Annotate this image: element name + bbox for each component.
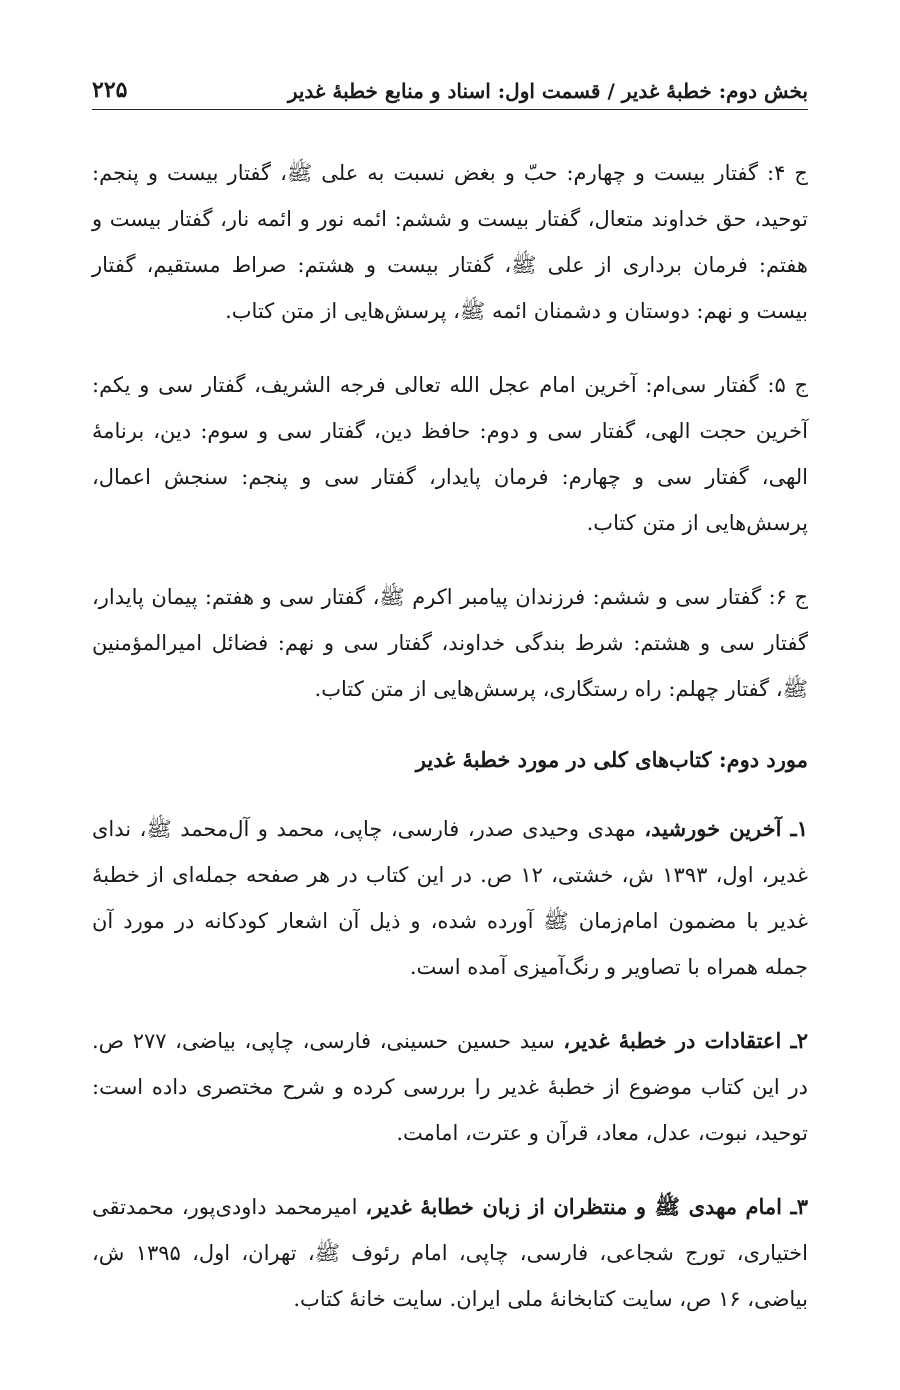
book-entry-1 [92,806,808,990]
section-heading: مورد دوم: کتاب‌های کلی در مورد خطبۀ غدیر [415,747,808,772]
page-header [92,62,808,110]
book-entry-1-title: ۱ـ آخرین خورشید، [644,816,808,841]
paragraph-volume-4: ج ۴: گفتار بیست و چهارم: حبّ و بغض نسبت به علی ﷺ، گفتار بیست و پنجم: توحید، حق خداوند متعال، گفتار بیست و ششم: ائمه نور و ائمه نار، گفتار بیست و هفتم: فرمان برداری از علی ﷺ، گفتار بیست و هشتم: صراط مستقیم، گفتار بیست و نهم: دوستان و دشمنان ائمه ﷺ، پرسش‌هایی از متن کتاب. [92,161,808,323]
book-entry-2-title: ۲ـ اعتقادات در خطبۀ غدیر، [563,1028,808,1053]
paragraph-volume-5: ج ۵: گفتار سی‌ام: آخرین امام عجل الله تعالی فرجه الشریف، گفتار سی و یکم: آخرین حجت الهی، گفتار سی و دوم: حافظ دین، گفتار سی و سوم: دین، برنامۀ الهی، گفتار سی و چهارم: فرمان پایدار، گفتار سی و پنجم: سنجش اعمال، پرسش‌هایی از متن کتاب. [92,373,808,535]
paragraph-volume-6: ج ۶: گفتار سی و ششم: فرزندان پیامبر اکرم ﷺ، گفتار سی و هفتم: پیمان پایدار، گفتار سی و هشتم: شرط بندگی خداوند، گفتار سی و نهم: فضائل امیرالمؤمنین ﷺ، گفتار چهلم: راه رستگاری، پرسش‌هایی از متن کتاب. [92,585,809,701]
running-title: بخش دوم: خطبۀ غدیر / قسمت اول: اسناد و منابع خطبۀ غدیر [287,79,808,103]
book-entry-2-text: سید حسین حسینی، فارسی، چاپی، بیاضی، ۲۷۷ ص. در این کتاب موضوع از خطبۀ غدیر را بررسی کرده و شرح مختصری داده است: توحید، نبوت، عدل، معاد، قرآن و عترت، امامت. [92,1029,808,1145]
book-entry-1-text: مهدی وحیدی صدر، فارسی، چاپی، محمد و آل‌محمد ﷺ، ندای غدیر، اول، ۱۳۹۳ ش، خشتی، ۱۲ ص. در این کتاب در هر صفحه جمله‌ای از خطبۀ غدیر با مضمون امام‌زمان ﷺ آورده شده، و ذیل آن اشعار کودکانه در مورد آن جمله همراه با تصاویر و رنگ‌آمیزی آمده است. [92,817,808,979]
book-entry-2 [92,1018,808,1156]
page-number: ۲۲۵ [92,77,128,103]
book-entry-3-text: امیرمحمد داودی‌پور، محمدتقی اختیاری، تورج شجاعی، فارسی، چاپی، امام رئوف ﷺ، تهران، اول، ۱۳۹۵ ش، بیاضی، ۱۶ ص، سایت کتابخانۀ ملی ایران. سایت خانۀ کتاب. [92,1195,808,1311]
book-entry-3-title: ۳ـ امام مهدی ﷺ و منتظران از زبان خطابۀ غدیر، [365,1194,808,1219]
book-entry-3 [92,1184,808,1322]
page-content [92,150,808,1322]
